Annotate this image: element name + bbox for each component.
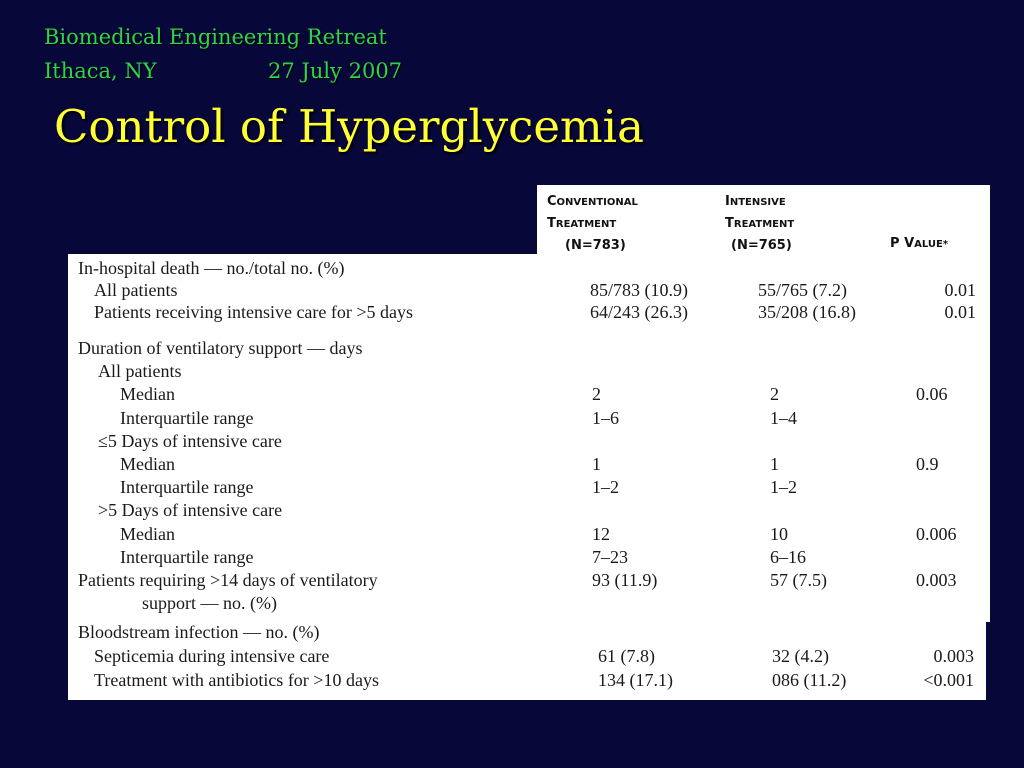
p-value: <0.001	[923, 670, 974, 690]
conventional-value: 1–2	[592, 477, 619, 498]
table-row	[68, 547, 990, 570]
intensive-value: 35/208 (16.8)	[758, 302, 856, 322]
table-column-headers	[537, 185, 990, 257]
intensive-value: 57 (7.5)	[770, 570, 827, 590]
row-label: All patients	[98, 361, 182, 382]
table-row	[68, 570, 990, 593]
conventional-value: 61 (7.8)	[598, 646, 655, 666]
column-header-conventional-line1: CONVENTIONAL	[547, 194, 638, 209]
p-value: 0.01	[944, 302, 976, 322]
conventional-value: 64/243 (26.3)	[590, 302, 688, 322]
intensive-value: 1	[770, 454, 779, 474]
p-value: 0.9	[916, 454, 939, 474]
table-row	[68, 302, 990, 325]
row-label: Patients receiving intensive care for >5 days	[94, 302, 414, 322]
event-name: Biomedical Engineering Retreat	[44, 25, 387, 49]
intensive-value: 6–16	[770, 546, 806, 567]
column-header-intensive-line3: (N=765)	[731, 238, 792, 253]
table-row	[68, 431, 990, 454]
row-label: Median	[120, 454, 175, 474]
column-header-intensive-line2: TREATMENT	[725, 216, 795, 231]
table-row	[68, 384, 990, 407]
column-header-pvalue: P VALUE*	[890, 236, 949, 251]
conventional-value: 134 (17.1)	[598, 670, 673, 690]
location: Ithaca, NY	[44, 59, 157, 83]
location-date-line	[44, 59, 403, 83]
intensive-value: 32 (4.2)	[772, 646, 829, 666]
conventional-value: 1	[592, 454, 601, 474]
p-value: 0.006	[916, 523, 957, 544]
bloodstream-infection-section	[68, 618, 986, 700]
p-value: 0.003	[933, 646, 974, 666]
row-label: Duration of ventilatory support — days	[78, 338, 363, 358]
date: 27 July 2007	[268, 59, 403, 83]
p-value: 0.003	[916, 570, 957, 590]
column-header-conventional-line3: (N=783)	[565, 238, 626, 253]
p-value: 0.01	[944, 280, 976, 300]
ventilatory-support-section	[68, 334, 990, 622]
mortality-section	[68, 254, 990, 334]
intensive-value: 10	[770, 523, 788, 544]
row-label: Septicemia during intensive care	[94, 646, 330, 666]
conventional-value: 93 (11.9)	[592, 570, 658, 590]
conventional-value: 2	[592, 384, 601, 405]
table-row	[68, 622, 986, 645]
slide-title: Control of Hyperglycemia	[54, 100, 644, 153]
row-label: >5 Days of intensive care	[98, 500, 283, 521]
table-row	[68, 670, 986, 693]
conventional-value: 1–6	[592, 407, 619, 428]
intensive-value: 55/765 (7.2)	[758, 280, 847, 300]
row-label: ≤5 Days of intensive care	[98, 430, 282, 451]
table-row	[68, 593, 990, 616]
row-label: All patients	[94, 280, 178, 300]
row-label: Treatment with antibiotics for >10 days	[94, 670, 379, 690]
row-label: Interquartile range	[120, 407, 254, 428]
intensive-value: 1–4	[770, 407, 797, 428]
row-label: Bloodstream infection — no. (%)	[78, 622, 320, 642]
intensive-value: 086 (11.2)	[772, 670, 847, 690]
p-value: 0.06	[916, 384, 948, 405]
table-row	[68, 408, 990, 431]
row-label: In-hospital death — no./total no. (%)	[78, 258, 345, 278]
intensive-value: 2	[770, 384, 779, 405]
row-label: support — no. (%)	[142, 593, 277, 614]
conventional-value: 7–23	[592, 546, 628, 567]
conventional-value: 12	[592, 523, 610, 544]
table-row	[68, 361, 990, 384]
table-row	[68, 646, 986, 669]
table-row	[68, 454, 990, 477]
intensive-value: 1–2	[770, 477, 797, 498]
table-row	[68, 280, 990, 303]
column-header-intensive	[725, 191, 794, 256]
table-row	[68, 477, 990, 500]
table-row	[68, 500, 990, 523]
column-header-conventional-line2: TREATMENT	[547, 216, 617, 231]
row-label: Interquartile range	[120, 546, 254, 567]
row-label: Median	[120, 384, 175, 405]
column-header-conventional	[547, 191, 638, 256]
column-header-intensive-line1: INTENSIVE	[725, 194, 786, 209]
row-label: Median	[120, 523, 175, 544]
table-row	[68, 338, 990, 361]
table-row	[68, 524, 990, 547]
conventional-value: 85/783 (10.9)	[590, 280, 688, 300]
row-label: Interquartile range	[120, 477, 254, 498]
row-label: Patients requiring >14 days of ventilatory	[78, 570, 378, 590]
table-row	[68, 258, 990, 281]
